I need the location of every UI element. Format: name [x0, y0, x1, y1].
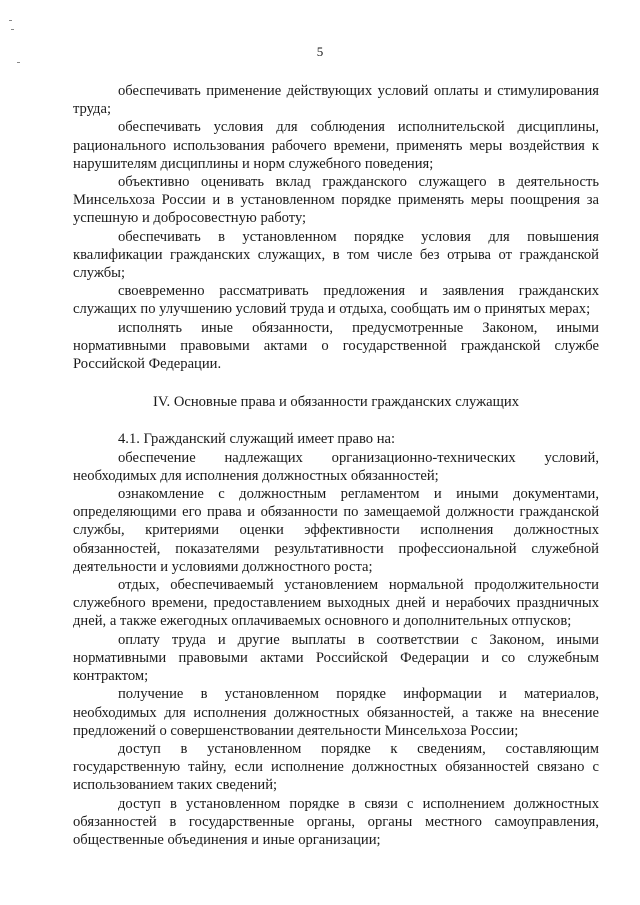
- paragraph: обеспечивать в установленном порядке условия для повышения квалификации гражданских служащих, в том числе без отрыва от гражданской службы;: [73, 228, 599, 282]
- paragraph: оплату труда и другие выплаты в соответствии с Законом, иными нормативными правовыми актами Российской Федерации и со служебным контрактом;: [73, 631, 599, 685]
- paragraph: обеспечение надлежащих организационно-технических условий, необходимых для исполнения должностных обязанностей;: [73, 449, 599, 484]
- paragraph: своевременно рассматривать предложения и заявления гражданских служащих по улучшению условий труда и отдыха, сообщать им о принятых мерах;: [73, 283, 599, 318]
- section-heading: IV. Основные права и обязанности гражданских служащих: [153, 394, 519, 411]
- paragraph: отдых, обеспечиваемый установлением нормальной продолжительности служебного времени, предоставлением выходных дней и нерабочих праздничных дней, а также ежегодных оплачиваемых основного и дополнительных отпусков;: [73, 577, 599, 630]
- paragraph: 4.1. Гражданский служащий имеет право на:: [118, 431, 396, 448]
- paragraph: получение в установленном порядке информации и материалов, необходимых для исполнения должностных обязанностей, а также на внесение предложений о совершенствовании деятельности Минсельхоза России;: [73, 686, 599, 739]
- page-number: 5: [316, 44, 324, 59]
- document-body: [73, 82, 599, 849]
- paragraph: ознакомление с должностным регламентом и иными документами, определяющими его права и обязанности по замещаемой должности гражданской службы, критериями оценки эффективности исполнения должностных обязанностей, показателями результативности профессиональной служебной деятельности и условиями должностного роста;: [73, 486, 599, 575]
- paragraph: доступ в установленном порядке в связи с исполнением должностных обязанностей в государственные органы, органы местного самоуправления, общественные объединения и иные организации;: [73, 795, 599, 848]
- paragraph: доступ в установленном порядке к сведениям, составляющим государственную тайну, если исполнение должностных обязанностей связано с использованием таких сведений;: [73, 740, 599, 794]
- paragraph: обеспечивать применение действующих условий оплаты и стимулирования труда;: [73, 83, 599, 118]
- paragraph: обеспечивать условия для соблюдения исполнительской дисциплины, рационального использования рабочего времени, применять меры воздействия к нарушителям дисциплины и норм служебного поведения;: [73, 119, 599, 172]
- paragraph: исполнять иные обязанности, предусмотренные Законом, иными нормативными правовыми актами о государственной гражданской службе Российской Федерации.: [73, 319, 599, 373]
- scan-mark: [9, 20, 12, 21]
- paragraph: объективно оценивать вклад гражданского служащего в деятельность Минсельхоза России и в установленном порядке применять меры поощрения за успешную и добросовестную работу;: [73, 174, 599, 227]
- scan-mark: [11, 29, 14, 30]
- scan-mark: [17, 62, 20, 63]
